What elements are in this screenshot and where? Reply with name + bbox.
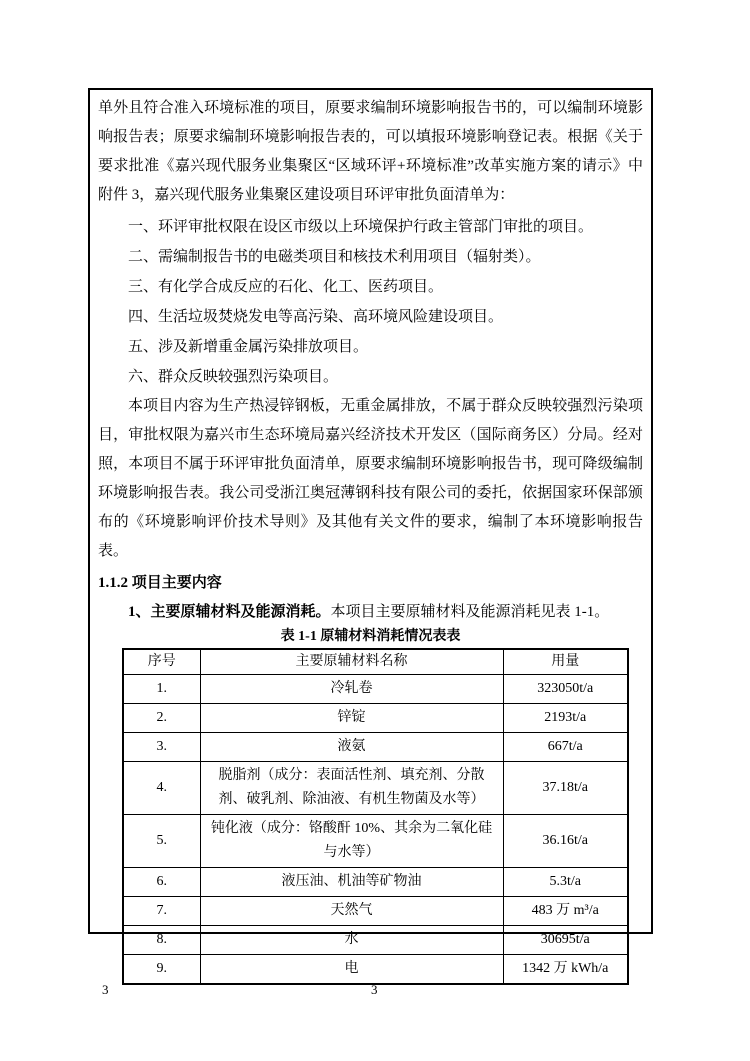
cell-index: 6. <box>123 868 200 897</box>
table-row <box>123 897 628 926</box>
cell-quantity: 1342 万 kWh/a <box>503 955 628 985</box>
cell-material: 水 <box>200 926 503 955</box>
page-number-left: 3 <box>102 982 109 997</box>
header-cell-quantity: 用量 <box>503 649 628 675</box>
materials-lead-bold: 1、主要原辅材料及能源消耗。 <box>128 604 331 620</box>
negative-list <box>98 212 643 392</box>
cell-material: 电 <box>200 955 503 985</box>
table-caption: 表 1-1 原辅材料消耗情况表表 <box>280 629 461 644</box>
report-content-box <box>88 88 653 976</box>
cell-quantity: 30695t/a <box>503 926 628 955</box>
section-heading: 1.1.2 项目主要内容 <box>98 575 222 591</box>
cell-material: 锌锭 <box>200 704 503 733</box>
header-cell-material: 主要原辅材料名称 <box>200 649 503 675</box>
cell-material: 冷轧卷 <box>200 675 503 704</box>
list-item: 五、涉及新增重金属污染排放项目。 <box>128 339 369 355</box>
cell-material: 脱脂剂（成分：表面活性剂、填充剂、分散剂、破乳剂、除油液、有机生物菌及水等） <box>200 762 503 815</box>
materials-table <box>122 648 629 985</box>
cell-index: 4. <box>123 762 200 815</box>
table-header-row <box>123 649 628 675</box>
paragraph-continued: 单外且符合准入环境标准的项目，原要求编制环境影响报告书的，可以编制环境影响报告表；原要求编制环境影响报告表的，可以填报环境影响登记表。根据《关于要求批准《嘉兴现代服务业集聚区“区域环评+环境标准”改革实施方案的请示》中附件 3，嘉兴现代服务业集聚区建设项目环评审批负面清单为： <box>98 100 643 203</box>
cell-quantity: 667t/a <box>503 733 628 762</box>
cell-quantity: 2193t/a <box>503 704 628 733</box>
cell-quantity: 483 万 m³/a <box>503 897 628 926</box>
materials-lead <box>98 598 643 627</box>
table-row <box>123 815 628 868</box>
cell-quantity: 36.16t/a <box>503 815 628 868</box>
table-row <box>123 926 628 955</box>
cell-material: 钝化液（成分：铬酸酐 10%、其余为二氧化硅与水等） <box>200 815 503 868</box>
header-cell-index: 序号 <box>123 649 200 675</box>
list-item: 一、环评审批权限在设区市级以上环境保护行政主管部门审批的项目。 <box>128 219 594 235</box>
materials-lead-rest: 本项目主要原辅材料及能源消耗见表 1-1。 <box>330 604 610 620</box>
table-row <box>123 675 628 704</box>
list-item: 三、有化学合成反应的石化、化工、医药项目。 <box>128 279 444 295</box>
cell-index: 1. <box>123 675 200 704</box>
cell-quantity: 323050t/a <box>503 675 628 704</box>
table-row <box>123 733 628 762</box>
list-item: 二、需编制报告书的电磁类项目和核技术利用项目（辐射类）。 <box>128 249 541 265</box>
cell-index: 3. <box>123 733 200 762</box>
paragraph-project-summary: 本项目内容为生产热浸锌钢板，无重金属排放，不属于群众反映较强烈污染项目，审批权限为嘉兴市生态环境局嘉兴经济技术开发区（国际商务区）分局。经对照，本项目不属于环评审批负面清单，原要求编制环境影响报告书，现可降级编制环境影响报告表。我公司受浙江奥冠薄钢科技有限公司的委托，依据国家环保部颁布的《环境影响评价技术导则》及其他有关文件的要求，编制了本环境影响报告表。 <box>98 398 643 559</box>
cell-index: 2. <box>123 704 200 733</box>
table-row <box>123 868 628 897</box>
cell-index: 7. <box>123 897 200 926</box>
cell-quantity: 37.18t/a <box>503 762 628 815</box>
table-row <box>123 762 628 815</box>
cell-quantity: 5.3t/a <box>503 868 628 897</box>
cell-material: 液压油、机油等矿物油 <box>200 868 503 897</box>
table-row <box>123 955 628 985</box>
page-number-center: 3 <box>371 982 378 997</box>
cell-index: 9. <box>123 955 200 985</box>
table-body <box>123 675 628 985</box>
cell-index: 5. <box>123 815 200 868</box>
list-item: 四、生活垃圾焚烧发电等高污染、高环境风险建设项目。 <box>128 309 504 325</box>
list-item: 六、群众反映较强烈污染项目。 <box>128 369 339 385</box>
table-row <box>123 704 628 733</box>
cell-index: 8. <box>123 926 200 955</box>
cell-material: 液氨 <box>200 733 503 762</box>
cell-material: 天然气 <box>200 897 503 926</box>
